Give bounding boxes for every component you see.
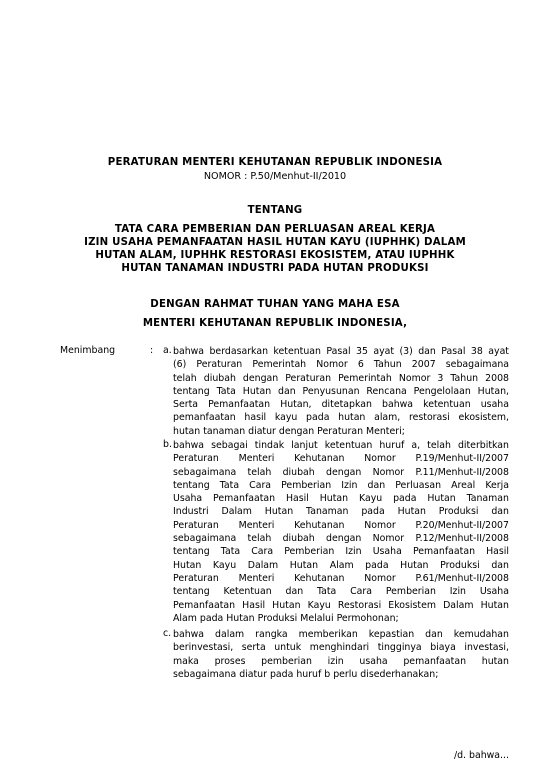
item-body — [173, 628, 509, 681]
item-marker: b. — [163, 439, 172, 450]
text-line: bahwa berdasarkan ketentuan Pasal 35 ayat (3) dan Pasal 38 ayat — [173, 346, 509, 357]
text-line: Alam pada Hutan Produksi Melalui Permohonan; — [173, 612, 399, 624]
menimbang-colon: : — [150, 345, 154, 356]
item-body — [173, 439, 509, 625]
text-line: Peraturan Menteri Kehutanan Nomor P.19/Menhut-II/2007 — [173, 453, 509, 465]
text-line: tentang Tata Hutan dan Penyusunan Rencana Pengelolaan Hutan, — [173, 385, 509, 397]
text-line: telah diubah dengan Peraturan Pemerintah Nomor 3 Tahun 2008 — [173, 372, 509, 384]
tentang-heading: TENTANG — [247, 205, 303, 216]
preamble-line-1: DENGAN RAHMAT TUHAN YANG MAHA ESA — [150, 299, 400, 310]
item-marker: a. — [163, 345, 172, 356]
text-line: berinvestasi, serta untuk menghindari tingginya biaya investasi, — [173, 642, 509, 654]
subject-line-2: IZIN USAHA PEMANFAATAN HASIL HUTAN KAYU (IUPHHK) DALAM — [84, 237, 466, 248]
text-line: tentang Tata Cara Pemberian Izin dan Perluasan Areal Kerja — [173, 479, 509, 491]
text-line: tentang Ketentuan dan Tata Cara Pemberian Izin Usaha — [173, 586, 509, 598]
text-line: Hutan Kayu Dalam Hutan Alam pada Hutan Produksi dan — [173, 559, 509, 571]
text-line: bahwa sebagai tindak lanjut ketentuan huruf a, telah diterbitkan — [173, 440, 509, 451]
page-continuation: /d. bahwa... — [453, 750, 509, 761]
regulation-title: PERATURAN MENTERI KEHUTANAN REPUBLIK INDONESIA — [107, 157, 443, 168]
text-line: sebagaimana telah diubah dengan Nomor P.11/Menhut-II/2008 — [173, 466, 509, 478]
text-line: tentang Tata Cara Pemberian Izin Usaha Pemanfaatan Hasil — [173, 546, 509, 558]
text-line: (6) Peraturan Pemerintah Nomor 6 Tahun 2007 sebagaimana — [173, 359, 509, 371]
subject-line-3: HUTAN ALAM, IUPHHK RESTORASI EKOSISTEM, ATAU IUPHHK — [95, 250, 455, 261]
regulation-number: NOMOR : P.50/Menhut-II/2010 — [203, 171, 347, 182]
text-line: Usaha Pemanfaatan Hasil Hutan Kayu pada Hutan Tanaman — [173, 493, 509, 505]
text-line: sebagaimana diatur pada huruf b perlu disederhanakan; — [173, 668, 439, 680]
menimbang-label: Menimbang — [60, 345, 116, 356]
text-line: Peraturan Menteri Kehutanan Nomor P.61/Menhut-II/2008 — [173, 572, 509, 584]
text-line: bahwa dalam rangka memberikan kepastian dan kemudahan — [173, 629, 509, 640]
subject-line-4: HUTAN TANAMAN INDUSTRI PADA HUTAN PRODUKSI — [121, 263, 429, 274]
text-line: sebagaimana telah diubah dengan Nomor P.12/Menhut-II/2008 — [173, 533, 509, 545]
subject-line-1: TATA CARA PEMBERIAN DAN PERLUASAN AREAL KERJA — [114, 224, 436, 235]
text-line: Peraturan Menteri Kehutanan Nomor P.20/Menhut-II/2007 — [173, 519, 509, 531]
text-line: Industri Dalam Hutan Tanaman pada Hutan Produksi dan — [173, 506, 509, 518]
text-line: Serta Pemanfaatan Hutan, ditetapkan bahwa ketentuan usaha — [173, 399, 509, 411]
preamble-line-2: MENTERI KEHUTANAN REPUBLIK INDONESIA, — [142, 318, 408, 329]
text-line: hutan tanaman diatur dengan Peraturan Menteri; — [173, 425, 405, 437]
item-body — [173, 345, 509, 438]
text-line: Pemanfaatan Hasil Hutan Kayu Restorasi Ekosistem Dalam Hutan — [173, 599, 509, 611]
text-line: pemanfaatan hasil kayu pada hutan alam, restorasi ekosistem, — [173, 412, 509, 424]
item-marker: c. — [163, 628, 172, 639]
text-line: maka proses pemberian izin usaha pemanfaatan hutan — [173, 655, 509, 667]
